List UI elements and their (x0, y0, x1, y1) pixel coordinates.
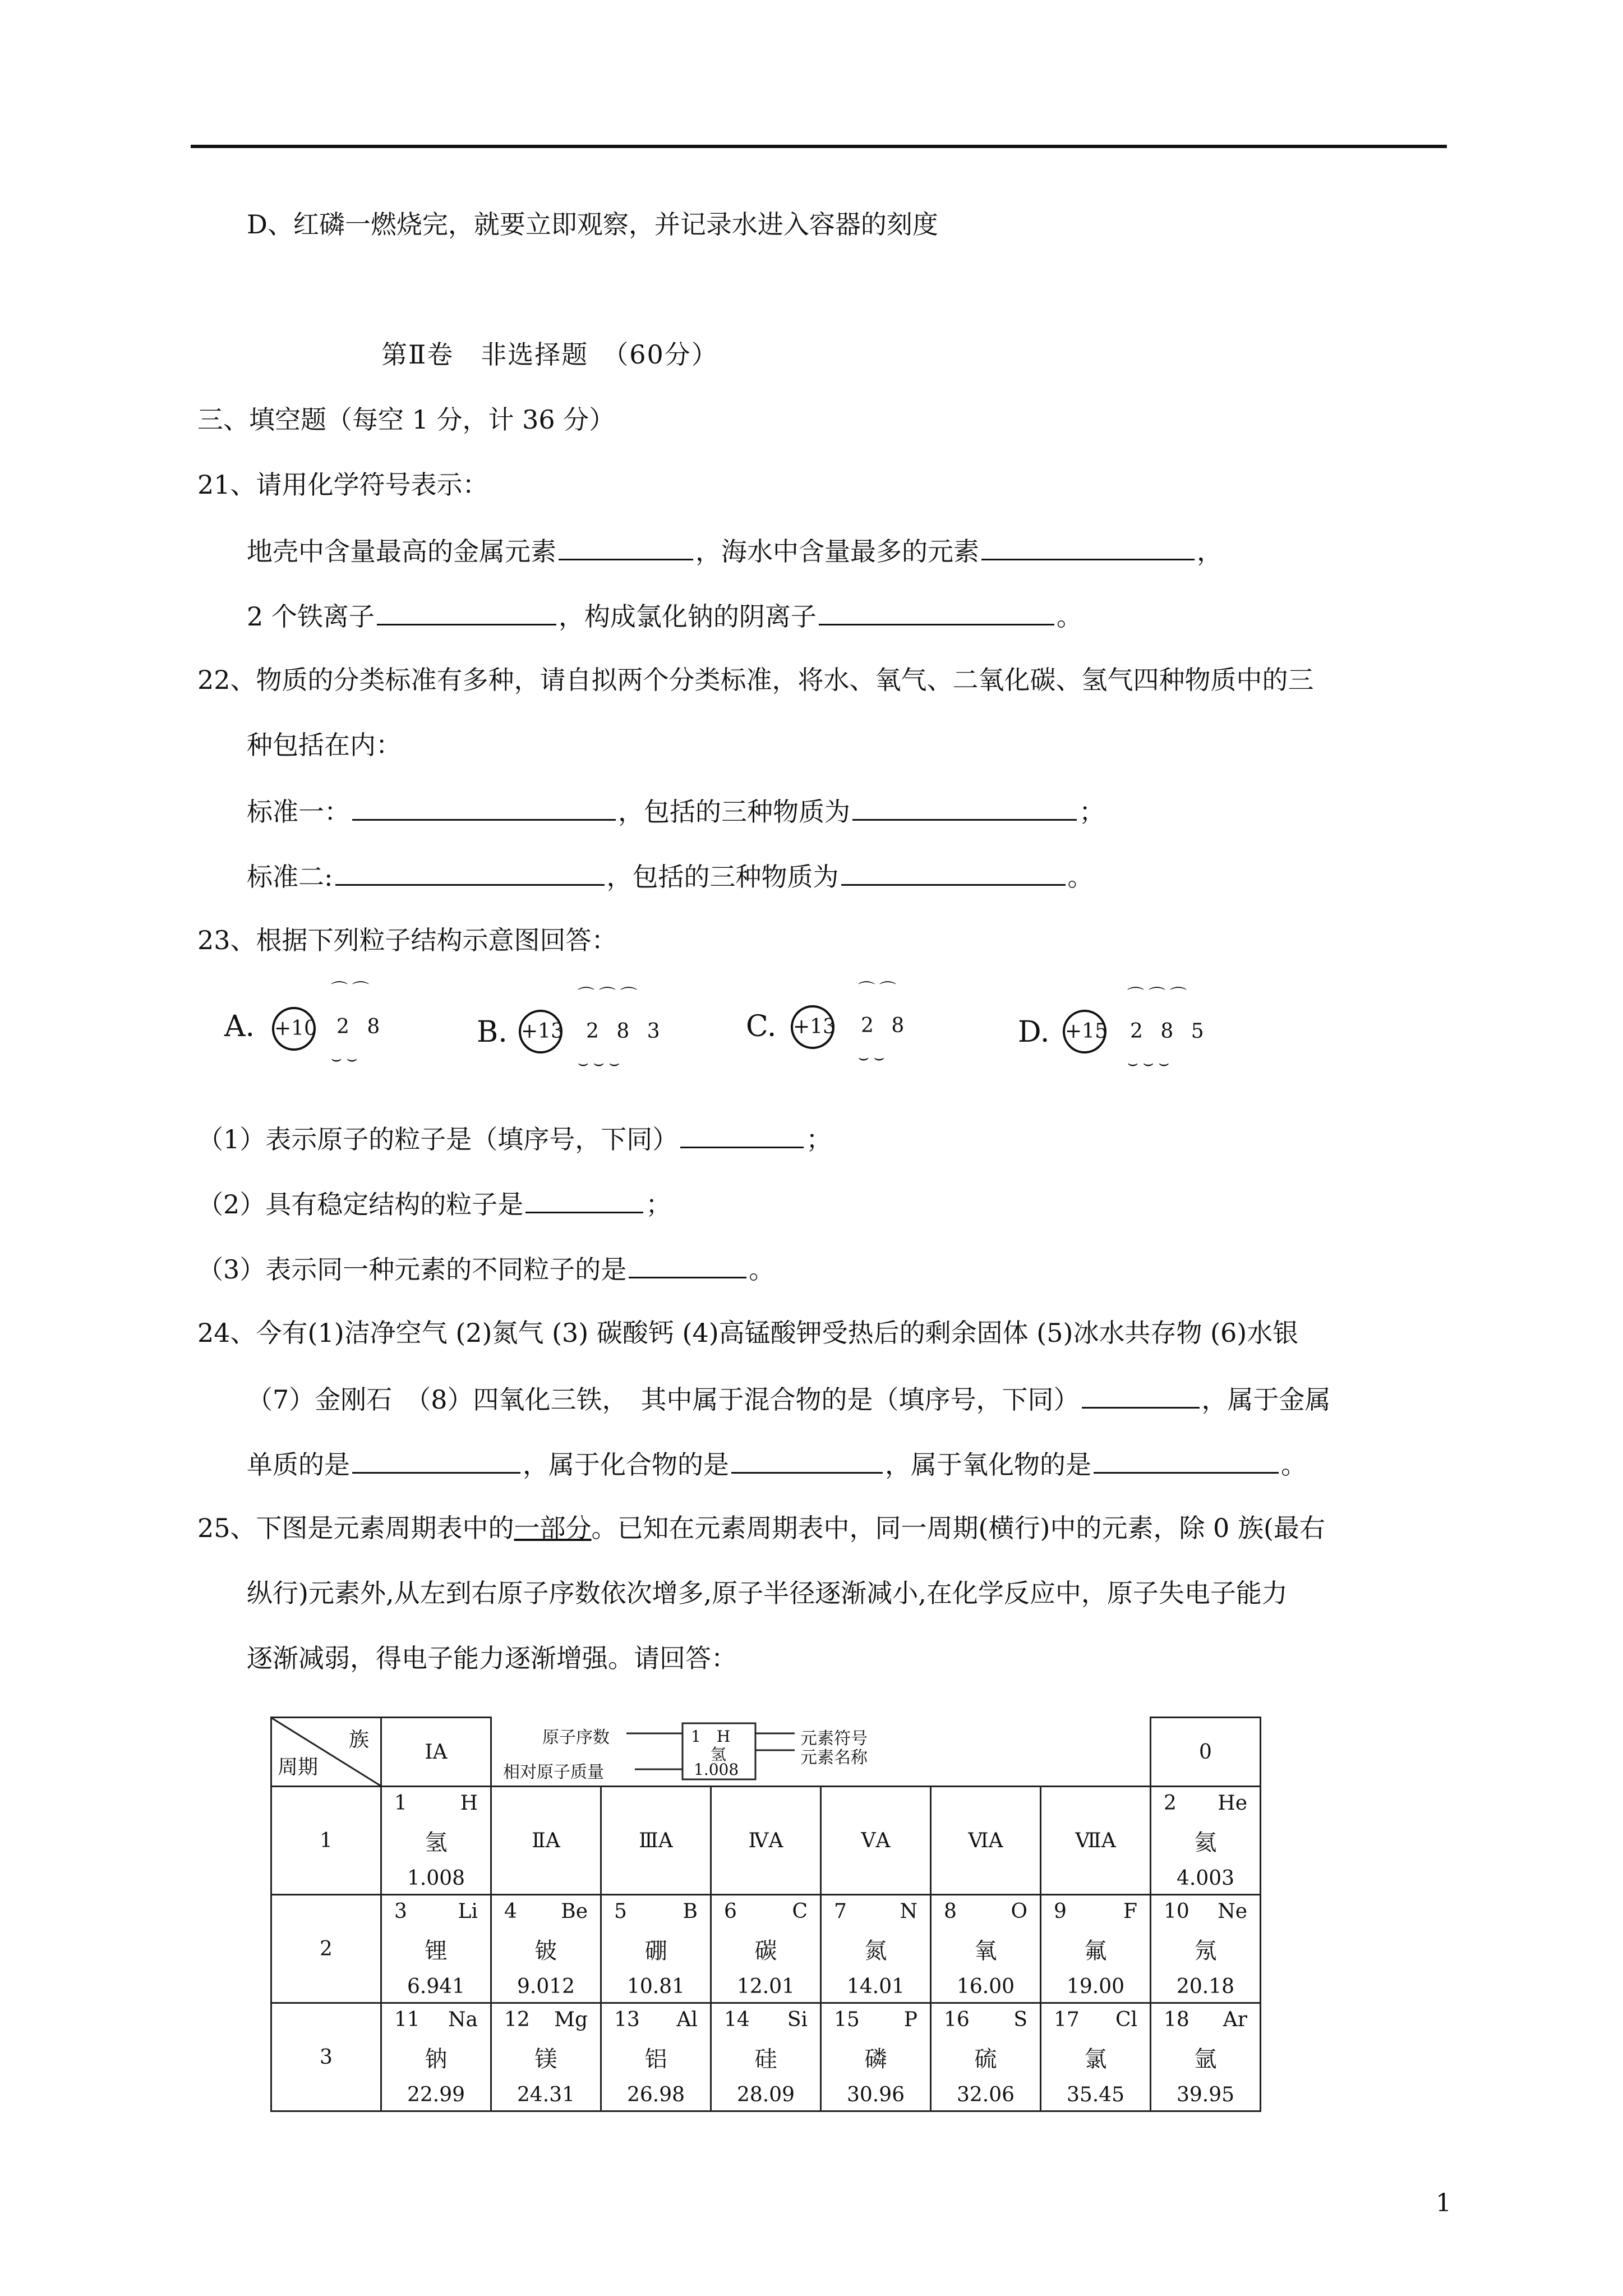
element-name: 氟 (1084, 1938, 1107, 1964)
atomic-number: 16 (944, 2008, 970, 2031)
q23-stem: 23、根据下列粒子结构示意图回答： (197, 925, 617, 955)
element-cell-h (381, 1787, 491, 1895)
q24-blank-3[interactable] (731, 1446, 883, 1474)
element-symbol: C (792, 1899, 808, 1923)
atomic-number: 13 (614, 2008, 640, 2031)
element-name: 氖 (1194, 1938, 1217, 1964)
element-cell (491, 2003, 601, 2111)
shell-arc-icon: ⌒⌒⌒ (578, 986, 642, 1006)
q23-end-3: 。 (749, 1254, 775, 1285)
q23-blank-2[interactable] (525, 1186, 643, 1213)
atomic-number: 17 (1054, 2008, 1080, 2031)
q22-text-2: ，包括的三种物质为 (606, 862, 839, 892)
period-label: 2 (271, 1895, 381, 2003)
q21-line2 (247, 598, 1082, 633)
element-cell (381, 1895, 491, 2003)
element-symbol: Al (676, 2008, 698, 2031)
atomic-number: 4 (504, 1899, 517, 1923)
atom-label: A. (224, 1010, 255, 1043)
atomic-number: 12 (504, 2008, 530, 2031)
element-symbol: O (1011, 1899, 1027, 1923)
corner-period-label: 周期 (278, 1756, 319, 1779)
atomic-mass: 20.18 (1176, 1975, 1235, 1998)
atom-label: D. (1018, 1015, 1050, 1049)
atomic-number: 3 (394, 1899, 407, 1923)
atomic-number: 11 (394, 2008, 420, 2031)
q22-blank-3[interactable] (335, 858, 605, 886)
legend-name: 元素名称 (800, 1748, 868, 1768)
q25-text-b: 。已知在元素周期表中，同一周期(横行)中的元素，除 0 族(最右 (591, 1513, 1325, 1543)
q22-label-1: 标准一： (247, 797, 350, 827)
atomic-number: 6 (724, 1899, 737, 1923)
group-header: ⅥA (931, 1787, 1041, 1895)
shell-arc-icon: ⌣⌣ (331, 1049, 362, 1069)
atom-diagram-b (477, 976, 679, 1088)
q24-line-1: 24、今有(1)洁净空气 (2)氮气 (3) 碳酸钙 (4)高锰酸钾受热后的剩余固体 (5)冰水共存物 (6)水银 (197, 1318, 1299, 1348)
legend-area (491, 1718, 1151, 1787)
shell-arc-icon: ⌒⌒ (858, 981, 901, 1000)
option-d: D、红磷一燃烧完，就要立即观察，并记录水进入容器的刻度 (247, 209, 938, 240)
atom-diagram-d (1018, 976, 1220, 1088)
q21-line1 (247, 533, 1223, 568)
q21-text-e: ，构成氯化钠的阴离子 (558, 601, 817, 632)
shell-arc-icon: ⌣⌣⌣ (1127, 1053, 1174, 1073)
element-symbol: Cl (1115, 2008, 1137, 2031)
atomic-number: 2 (1164, 1791, 1177, 1815)
element-name: 碳 (754, 1938, 777, 1964)
atomic-mass: 22.99 (407, 2083, 465, 2106)
atomic-mass: 6.941 (407, 1975, 465, 1998)
q25-line-2: 纵行)元素外,从左到右原子序数依次增多,原子半径逐渐减小,在化学反应中，原子失电子能力 (247, 1578, 1288, 1608)
atomic-mass: 4.003 (1176, 1866, 1235, 1890)
atomic-mass: 30.96 (846, 2083, 905, 2106)
atomic-mass: 28.09 (736, 2083, 795, 2106)
element-cell (931, 1895, 1041, 2003)
element-cell (711, 1895, 821, 2003)
element-cell (821, 1895, 931, 2003)
q23-blank-1[interactable] (680, 1121, 804, 1148)
element-name: 氩 (1194, 2046, 1217, 2072)
q21-blank-3[interactable] (377, 598, 556, 625)
q25-line-3: 逐渐减弱，得电子能力逐渐增强。请回答： (247, 1643, 737, 1673)
atomic-mass: 12.01 (736, 1975, 795, 1998)
q25-text-a: 25、下图是元素周期表中的 (197, 1513, 514, 1543)
atomic-number: 10 (1164, 1899, 1189, 1923)
corner-group-label: 族 (348, 1728, 369, 1751)
element-symbol: Si (787, 2008, 808, 2031)
element-cell-he (1151, 1787, 1261, 1895)
section-title: 第Ⅱ卷 非选择题 （60分） (381, 339, 718, 370)
atomic-number: 1 (394, 1791, 407, 1815)
atomic-number: 18 (1164, 2008, 1189, 2031)
electron-shells: 2 8 (861, 1014, 910, 1037)
shell-arc-icon: ⌒⌒ (331, 981, 374, 1000)
element-name: 氯 (1084, 2046, 1107, 2072)
group-header: ⅡA (491, 1787, 601, 1895)
shell-arc-icon: ⌒⌒⌒ (1127, 986, 1191, 1006)
atomic-number: 15 (834, 2008, 860, 2031)
q22-standard-2 (247, 858, 1094, 894)
q23-text-2: （2）具有稳定结构的粒子是 (197, 1189, 524, 1220)
atom-diagram-a (224, 976, 404, 1088)
page-number: 1 (1436, 2189, 1451, 2217)
table-corner (271, 1718, 381, 1787)
element-symbol: Li (458, 1899, 478, 1923)
atomic-mass: 24.31 (517, 2083, 575, 2106)
q21-text-a: 地壳中含量最高的金属元素 (247, 536, 556, 567)
atomic-number: 9 (1054, 1899, 1067, 1923)
nucleus: +13 (791, 1005, 834, 1049)
group-header: ⅢA (601, 1787, 711, 1895)
q21-text-b: ，海水中含量最多的元素 (695, 536, 979, 567)
element-name: 磷 (864, 2046, 887, 2072)
q22-end-1: ； (1079, 797, 1105, 827)
element-name: 氧 (974, 1938, 997, 1964)
q24-line-3 (247, 1446, 1307, 1481)
element-name: 氦 (1194, 1829, 1217, 1856)
electron-shells: 2 8 3 (586, 1020, 666, 1043)
atomic-number: 8 (944, 1899, 957, 1923)
element-cell (711, 2003, 821, 2111)
legend-mass: 相对原子质量 (503, 1763, 604, 1783)
q22-blank-4[interactable] (841, 858, 1066, 886)
element-name: 氮 (864, 1938, 887, 1964)
group-0-header: 0 (1151, 1718, 1261, 1787)
q25-underlined: 一部分 (514, 1513, 592, 1543)
atom-diagram-c (746, 976, 925, 1088)
q22-blank-1[interactable] (352, 793, 616, 821)
atomic-mass: 10.81 (626, 1975, 685, 1998)
element-symbol: Be (561, 1899, 588, 1923)
part3-title: 三、填空题（每空 1 分，计 36 分） (197, 404, 615, 435)
legend-sample-name: 氢 (711, 1745, 727, 1764)
element-cell (601, 1895, 711, 2003)
q23-blank-3[interactable] (629, 1251, 746, 1278)
atomic-mass: 1.008 (407, 1866, 465, 1890)
element-name: 硼 (644, 1938, 667, 1964)
legend-sample-top: 1 H (691, 1727, 731, 1746)
q23-text-1: （1）表示原子的粒子是（填序号，下同） (197, 1124, 679, 1154)
q21-blank-2[interactable] (981, 533, 1195, 560)
q23-part-2 (197, 1186, 671, 1221)
q24-line-2 (247, 1381, 1331, 1416)
q22-stem-1: 22、物质的分类标准有多种，请自拟两个分类标准，将水、氧气、二氧化碳、氢气四种物质中的三 (197, 665, 1314, 695)
q21-blank-4[interactable] (819, 598, 1054, 625)
element-name: 铝 (644, 2046, 667, 2072)
element-name: 氢 (425, 1829, 448, 1856)
header-rule (191, 145, 1447, 148)
period-label: 3 (271, 2003, 381, 2111)
element-cell (931, 2003, 1041, 2111)
q23-end-1: ； (806, 1124, 832, 1154)
group-header: ⅣA (711, 1787, 821, 1895)
element-cell (381, 2003, 491, 2111)
element-name: 锂 (425, 1938, 448, 1964)
q24-text-a: （7）金刚石 （8）四氧化三铁， 其中属于混合物的是（填序号，下同） (247, 1384, 1080, 1415)
electron-shells: 2 8 5 (1130, 1020, 1210, 1043)
element-name: 铍 (534, 1938, 557, 1964)
atom-label: C. (746, 1010, 777, 1043)
element-symbol: Ne (1218, 1899, 1247, 1923)
q21-text-d: 2 个铁离子 (247, 601, 375, 632)
period-label: 1 (271, 1787, 381, 1895)
q23-end-2: ； (645, 1189, 672, 1220)
q22-standard-1 (247, 793, 1105, 829)
q21-text-f: 。 (1056, 601, 1082, 632)
legend-symbol: 元素符号 (800, 1729, 868, 1749)
atomic-mass: 19.00 (1066, 1975, 1125, 1998)
q24-blank-4[interactable] (1094, 1446, 1279, 1474)
element-symbol: Mg (554, 2008, 588, 2031)
legend-atomic-number: 原子序数 (542, 1728, 610, 1748)
element-symbol: Ar (1223, 2008, 1247, 2031)
q24-blank-1[interactable] (1082, 1381, 1200, 1409)
atomic-mass: 35.45 (1066, 2083, 1125, 2106)
q23-text-3: （3）表示同一种元素的不同粒子的是 (197, 1254, 627, 1285)
nucleus: +10 (272, 1007, 316, 1051)
q22-label-2: 标准二: (247, 862, 333, 892)
q22-blank-2[interactable] (852, 793, 1077, 821)
element-symbol: B (683, 1899, 698, 1923)
atomic-number: 7 (834, 1899, 847, 1923)
q22-end-2: 。 (1067, 862, 1094, 892)
q24-text-b: ，属于金属 (1201, 1384, 1331, 1415)
element-cell (1151, 2003, 1261, 2111)
atomic-mass: 16.00 (956, 1975, 1015, 1998)
group-ia-header: IA (381, 1718, 491, 1787)
nucleus: +15 (1063, 1010, 1106, 1053)
periodic-table (270, 1717, 1261, 2112)
element-symbol: P (903, 2008, 917, 2031)
element-symbol: H (460, 1791, 478, 1815)
q24-text-e: ，属于氧化物的是 (885, 1450, 1091, 1480)
q22-stem-2: 种包括在内： (247, 730, 402, 760)
group-header: ⅤA (821, 1787, 931, 1895)
element-cell (601, 2003, 711, 2111)
element-cell (491, 1895, 601, 2003)
q24-text-d: ，属于化合物的是 (523, 1450, 729, 1480)
shell-arc-icon: ⌣⌣⌣ (578, 1053, 625, 1073)
element-name: 镁 (534, 2046, 557, 2072)
legend-sample-mass: 1.008 (694, 1760, 739, 1779)
atomic-number: 14 (724, 2008, 750, 2031)
q23-part-1 (197, 1121, 832, 1156)
element-symbol: He (1218, 1791, 1247, 1815)
element-symbol: F (1123, 1899, 1137, 1923)
element-cell (821, 2003, 931, 2111)
element-cell (1041, 2003, 1151, 2111)
atomic-mass: 26.98 (626, 2083, 685, 2106)
q21-stem: 21、请用化学符号表示： (197, 470, 488, 500)
element-cell (1041, 1895, 1151, 2003)
group-header: ⅦA (1041, 1787, 1151, 1895)
q24-blank-2[interactable] (352, 1446, 520, 1474)
q23-part-3 (197, 1251, 774, 1286)
q24-text-f: 。 (1281, 1450, 1307, 1480)
q21-blank-1[interactable] (559, 533, 693, 560)
q24-text-c: 单质的是 (247, 1450, 350, 1480)
element-cell (1151, 1895, 1261, 2003)
element-name: 钠 (425, 2046, 448, 2072)
element-symbol: N (900, 1899, 917, 1923)
element-symbol: S (1013, 2008, 1027, 2031)
shell-arc-icon: ⌣⌣ (858, 1048, 889, 1068)
nucleus: +13 (519, 1010, 562, 1053)
element-name: 硫 (974, 2046, 997, 2072)
element-symbol: Na (448, 2008, 478, 2031)
electron-shells: 2 8 (336, 1015, 386, 1038)
atomic-mass: 9.012 (517, 1975, 575, 1998)
atomic-number: 5 (614, 1899, 627, 1923)
q22-text-1: ，包括的三种物质为 (618, 797, 850, 827)
q25-line-1 (197, 1511, 1325, 1545)
q21-text-c: ， (1197, 536, 1223, 567)
atomic-mass: 14.01 (846, 1975, 905, 1998)
atom-label: B. (477, 1015, 508, 1049)
element-name: 硅 (754, 2046, 777, 2072)
atomic-mass: 32.06 (956, 2083, 1015, 2106)
atomic-mass: 39.95 (1176, 2083, 1235, 2106)
